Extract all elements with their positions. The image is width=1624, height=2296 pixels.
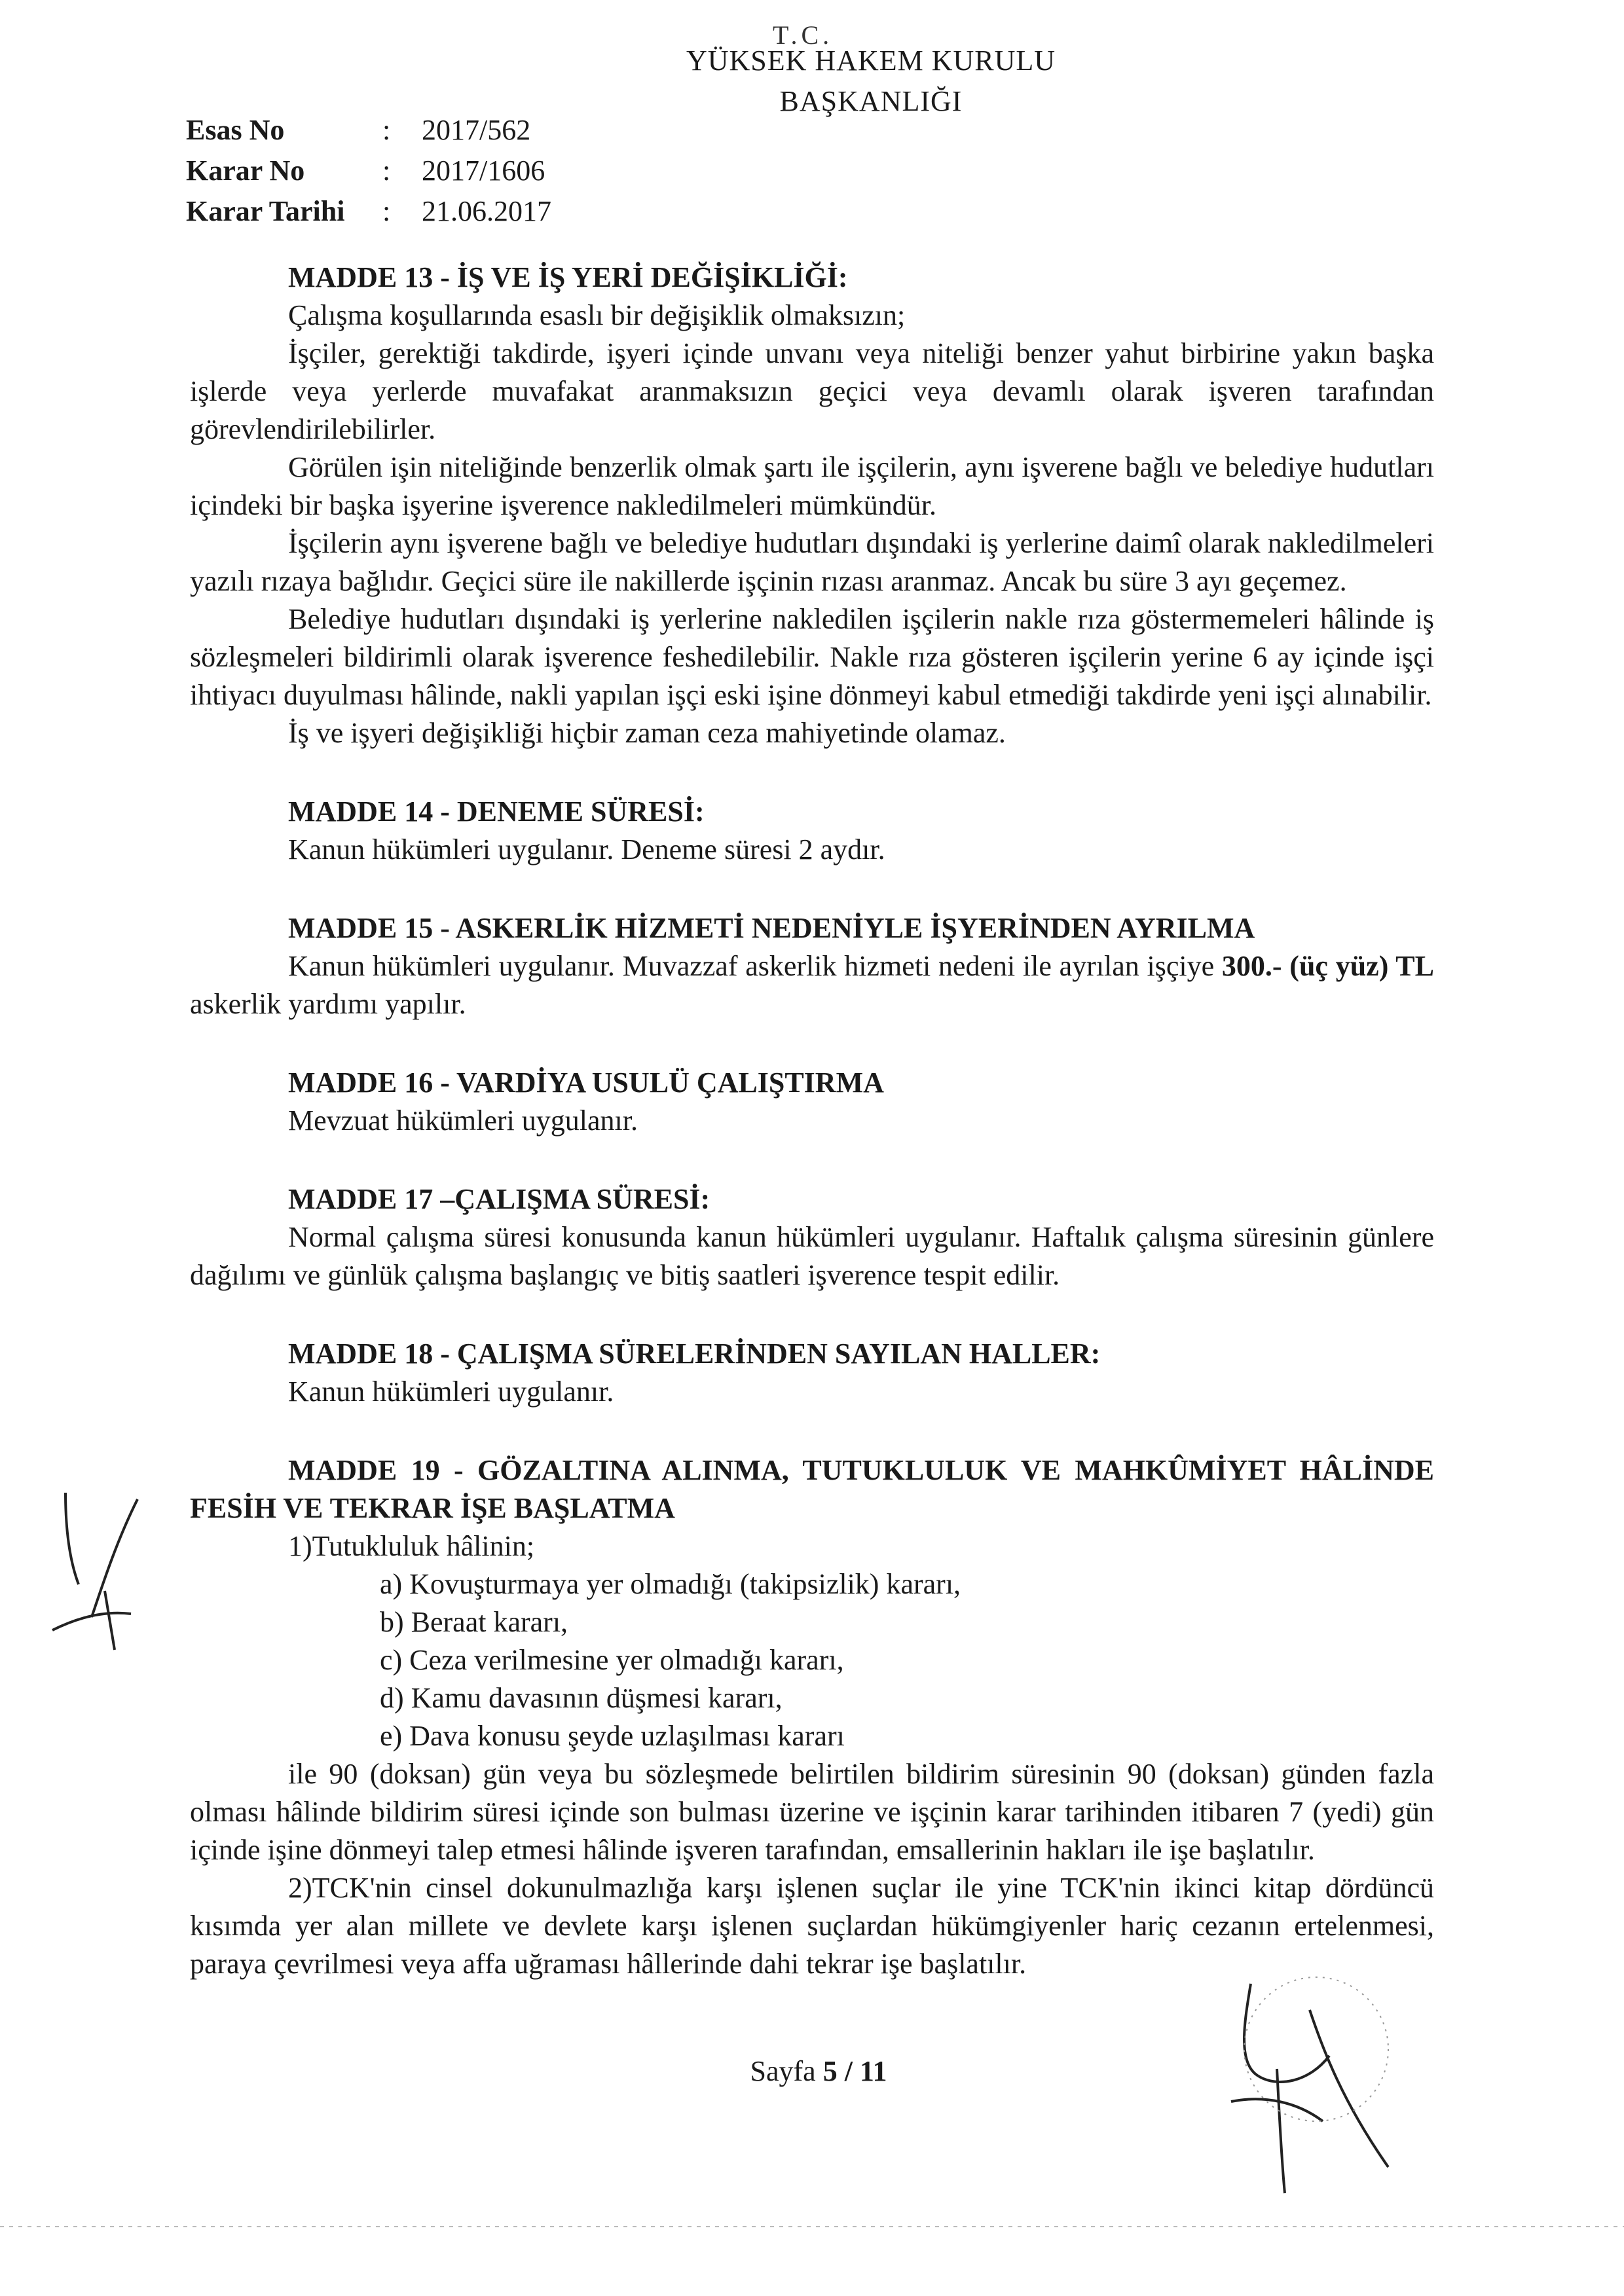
header-title-line1: YÜKSEK HAKEM KURULU: [686, 45, 1056, 77]
list-item: d) Kamu davasının düşmesi kararı,: [380, 1682, 783, 1714]
list-item: a) Kovuşturmaya yer olmadığı (takipsizlik) kararı,: [380, 1568, 961, 1600]
meta-label: Karar Tarihi: [186, 195, 345, 227]
page-sep: /: [837, 2055, 860, 2087]
list-item: b) Beraat kararı,: [380, 1606, 568, 1638]
paragraph: ile 90 (doksan) gün veya bu sözleşmede belirtilen bildirim süresinin 90 (doksan) günden fazla olması hâlinde bildirim süresi içinde son bulması üzerine ve işçinin karar tarihinden itibaren 7 (yedi) gün içinde işine dönmeyi talep etmesi hâlinde işveren tarafından, emsallerinin hakları ile işe başlatılır.: [190, 1758, 1434, 1866]
page-number: [655, 2054, 982, 2088]
paragraph: Normal çalışma süresi konusunda kanun hükümleri uygulanır. Haftalık çalışma süresinin günlere dağılımı ve günlük çalışma başlangıç ve bitiş saatleri işverence tespit edilir.: [190, 1221, 1434, 1291]
article-15: [190, 909, 1434, 1023]
meta-value: 2017/562: [422, 114, 531, 146]
paragraph: Çalışma koşullarında esaslı bir değişiklik olmaksızın;: [288, 299, 906, 331]
text-run: askerlik yardımı yapılır.: [190, 988, 466, 1020]
article-heading: MADDE 19 - GÖZALTINA ALINMA, TUTUKLULUK VE MAHKÛMİYET HÂLİNDE FESİH VE TEKRAR İŞE BAŞLATMA: [190, 1454, 1434, 1524]
signature-left-initials: [39, 1486, 157, 1656]
list-item: c) Ceza verilmesine yer olmadığı kararı,: [380, 1644, 844, 1676]
paragraph: 2)TCK'nin cinsel dokunulmazlığa karşı işlenen suçlar ile yine TCK'nin ikinci kitap dördüncü kısımda yer alan millete ve devlete karşı işlenen suçlardan hükümgiyenler hariç cezanın ertelenmesi, paraya çevrilmesi veya affa uğraması hâllerinde dahi tekrar işe başlatılır.: [190, 1872, 1434, 1980]
meta-colon: :: [382, 114, 391, 146]
header-title-line2: BAŞKANLIĞI: [779, 85, 963, 117]
scan-artifact-line: [0, 2226, 1624, 2227]
article-18: [190, 1335, 1434, 1411]
article-heading: MADDE 14 - DENEME SÜRESİ:: [288, 795, 705, 828]
article-heading: MADDE 18 - ÇALIŞMA SÜRELERİNDEN SAYILAN HALLER:: [288, 1338, 1101, 1370]
meta-label: Esas No: [186, 114, 285, 146]
article-heading: MADDE 16 - VARDİYA USULÜ ÇALIŞTIRMA: [288, 1066, 884, 1099]
document-body: [190, 259, 1434, 1983]
meta-value: 21.06.2017: [422, 195, 551, 227]
paragraph: 1)Tutukluluk hâlinin;: [288, 1530, 535, 1562]
paragraph: Kanun hükümleri uygulanır.: [288, 1376, 614, 1408]
paragraph: Belediye hudutları dışındaki iş yerlerine nakledilen işçilerin nakle rıza göstermemeleri hâlinde iş sözleşmeleri bildirimli olarak işverence feshedilebilir. Nakle rıza gösteren işçilerin yerine 6 ay içinde işçi ihtiyacı duyulması hâlinde, nakli yapılan işçi eski işine dönmeyi kabul etmediği takdirde yeni işçi alınabilir.: [190, 603, 1434, 711]
condition-list: [190, 1565, 1434, 1755]
paragraph: İş ve işyeri değişikliği hiçbir zaman ceza mahiyetinde olamaz.: [288, 717, 1006, 749]
meta-row-esas: [186, 110, 551, 151]
amount-bold: 300.- (üç yüz) TL: [1221, 950, 1434, 982]
header-title: [576, 41, 1166, 122]
case-meta: [186, 110, 551, 232]
meta-colon: :: [382, 195, 391, 227]
article-17: [190, 1180, 1434, 1294]
article-16: [190, 1064, 1434, 1140]
article-19: [190, 1451, 1434, 1983]
page-total: 11: [859, 2055, 887, 2087]
article-13: [190, 259, 1434, 752]
article-14: [190, 793, 1434, 869]
meta-value: 2017/1606: [422, 155, 545, 187]
signature-right: [1166, 1971, 1414, 2206]
paragraph: Görülen işin niteliğinde benzerlik olmak şartı ile işçilerin, aynı işverene bağlı ve belediye hudutları içindeki bir başka işyerine işverence nakledilmeleri mümkündür.: [190, 451, 1434, 521]
page-current: 5: [822, 2055, 838, 2087]
meta-label: Karar No: [186, 155, 305, 187]
text-run: Kanun hükümleri uygulanır. Muvazzaf askerlik hizmeti nedeni ile ayrılan işçiye: [288, 950, 1222, 982]
article-heading: MADDE 17 –ÇALIŞMA SÜRESİ:: [288, 1183, 710, 1215]
paragraph: Mevzuat hükümleri uygulanır.: [288, 1104, 638, 1137]
paragraph: Kanun hükümleri uygulanır. Deneme süresi 2 aydır.: [288, 833, 885, 866]
meta-colon: :: [382, 155, 391, 187]
article-heading: MADDE 13 - İŞ VE İŞ YERİ DEĞİŞİKLİĞİ:: [288, 261, 848, 293]
paragraph: [190, 947, 1434, 1023]
meta-row-tarih: [186, 191, 551, 232]
page-prefix: Sayfa: [750, 2055, 823, 2087]
paragraph: İşçiler, gerektiği takdirde, işyeri içinde unvanı veya niteliği benzer yahut birbirine yakın başka işlerde veya yerlerde muvafakat aranmaksızın geçici veya devamlı olarak işveren tarafından görevlendirilebilirler.: [190, 337, 1434, 445]
meta-row-karar: [186, 151, 551, 191]
paragraph: İşçilerin aynı işverene bağlı ve belediye hudutları dışındaki iş yerlerine daimî olarak nakledilmeleri yazılı rızaya bağlıdır. Geçici süre ile nakillerde işçinin rızası aranmaz. Ancak bu süre 3 ayı geçemez.: [190, 527, 1434, 597]
header-tc: T.C.: [773, 20, 834, 50]
list-item: e) Dava konusu şeyde uzlaşılması kararı: [380, 1720, 845, 1752]
article-heading: MADDE 15 - ASKERLİK HİZMETİ NEDENİYLE İŞYERİNDEN AYRILMA: [288, 912, 1255, 944]
